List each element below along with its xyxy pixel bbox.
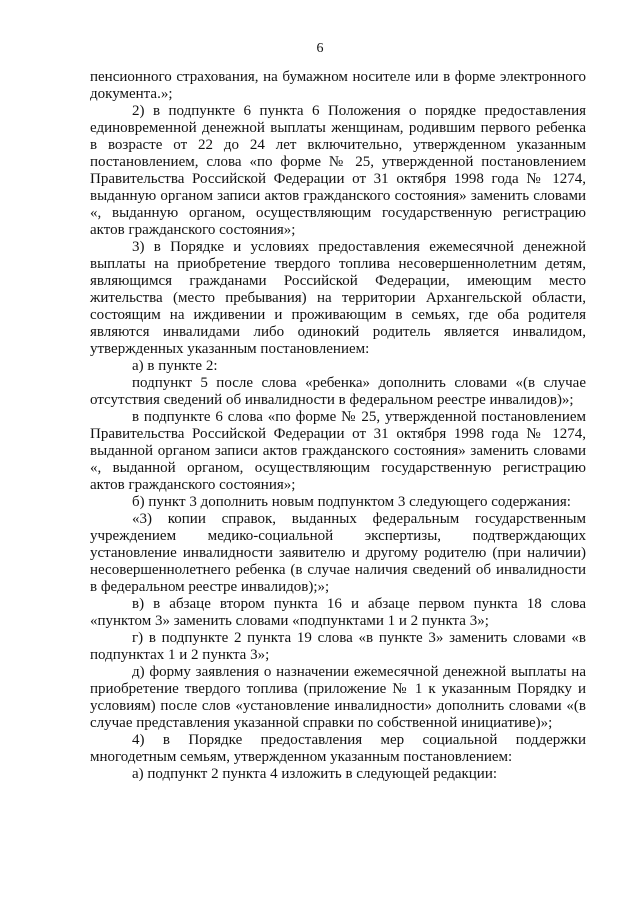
paragraph: а) в пункте 2: bbox=[132, 358, 218, 374]
paragraph: 4) в Порядке предоставления мер социальной поддержки многодетным семьям, утвержденном указанным постановлением: bbox=[90, 732, 586, 765]
paragraph: 3) в Порядке и условиях предоставления ежемесячной денежной выплаты на приобретение твердого топлива несовершеннолетним детям, являющимся гражданами Российской Федерации, имеющим место жительства (место пребывания) на территории Архангельской области, состоящим на иждивении и проживающим в семьях, где оба родителя являются инвалидами либо одинокий родитель является инвалидом, утвержденных указанным постановлением: bbox=[90, 239, 586, 357]
document-body bbox=[90, 69, 586, 783]
page-number: 6 bbox=[316, 41, 324, 56]
paragraph: «3) копии справок, выданных федеральным государственным учреждением медико-социальной экспертизы, подтверждающих установление инвалидности заявителю и другому родителю (при наличии) несовершеннолетнего ребенка (в случае наличия сведений об инвалидности в федеральном реестре инвалидов);»; bbox=[90, 511, 586, 595]
paragraph: д) форму заявления о назначении ежемесячной денежной выплаты на приобретение твердого топлива (приложение № 1 к указанным Порядку и условиям) после слов «установление инвалидности» дополнить словами «(в случае представления указанной справки по собственной инициативе)»; bbox=[90, 664, 586, 731]
paragraph: в подпункте 6 слова «по форме № 25, утвержденной постановлением Правительства Российской Федерации от 31 октября 1998 года № 1274, выданной органом записи актов гражданского состояния» заменить словами «, выданной органом, осуществляющим государственную регистрацию актов гражданского состояния»; bbox=[90, 409, 586, 493]
paragraph: в) в абзаце втором пункта 16 и абзаце первом пункта 18 слова «пунктом 3» заменить словами «подпунктами 1 и 2 пункта 3»; bbox=[90, 596, 586, 629]
paragraph: 2) в подпункте 6 пункта 6 Положения о порядке предоставления единовременной денежной выплаты женщинам, родившим первого ребенка в возрасте от 22 до 24 лет включительно, утвержденном указанным постановлением, слова «по форме № 25, утвержденной постановлением Правительства Российской Федерации от 31 октября 1998 года № 1274, выданную органом записи актов гражданского состояния» заменить словами «, выданную органом, осуществляющим государственную регистрацию актов гражданского состояния»; bbox=[90, 103, 586, 238]
paragraph: б) пункт 3 дополнить новым подпунктом 3 следующего содержания: bbox=[132, 494, 571, 510]
paragraph: пенсионного страхования, на бумажном носителе или в форме электронного документа.»; bbox=[90, 69, 586, 102]
paragraph: подпункт 5 после слова «ребенка» дополнить словами «(в случае отсутствия сведений об инвалидности в федеральном реестре инвалидов)»; bbox=[90, 375, 586, 408]
paragraph: г) в подпункте 2 пункта 19 слова «в пункте 3» заменить словами «в подпунктах 1 и 2 пункта 3»; bbox=[90, 630, 586, 663]
paragraph: а) подпункт 2 пункта 4 изложить в следующей редакции: bbox=[132, 766, 498, 782]
